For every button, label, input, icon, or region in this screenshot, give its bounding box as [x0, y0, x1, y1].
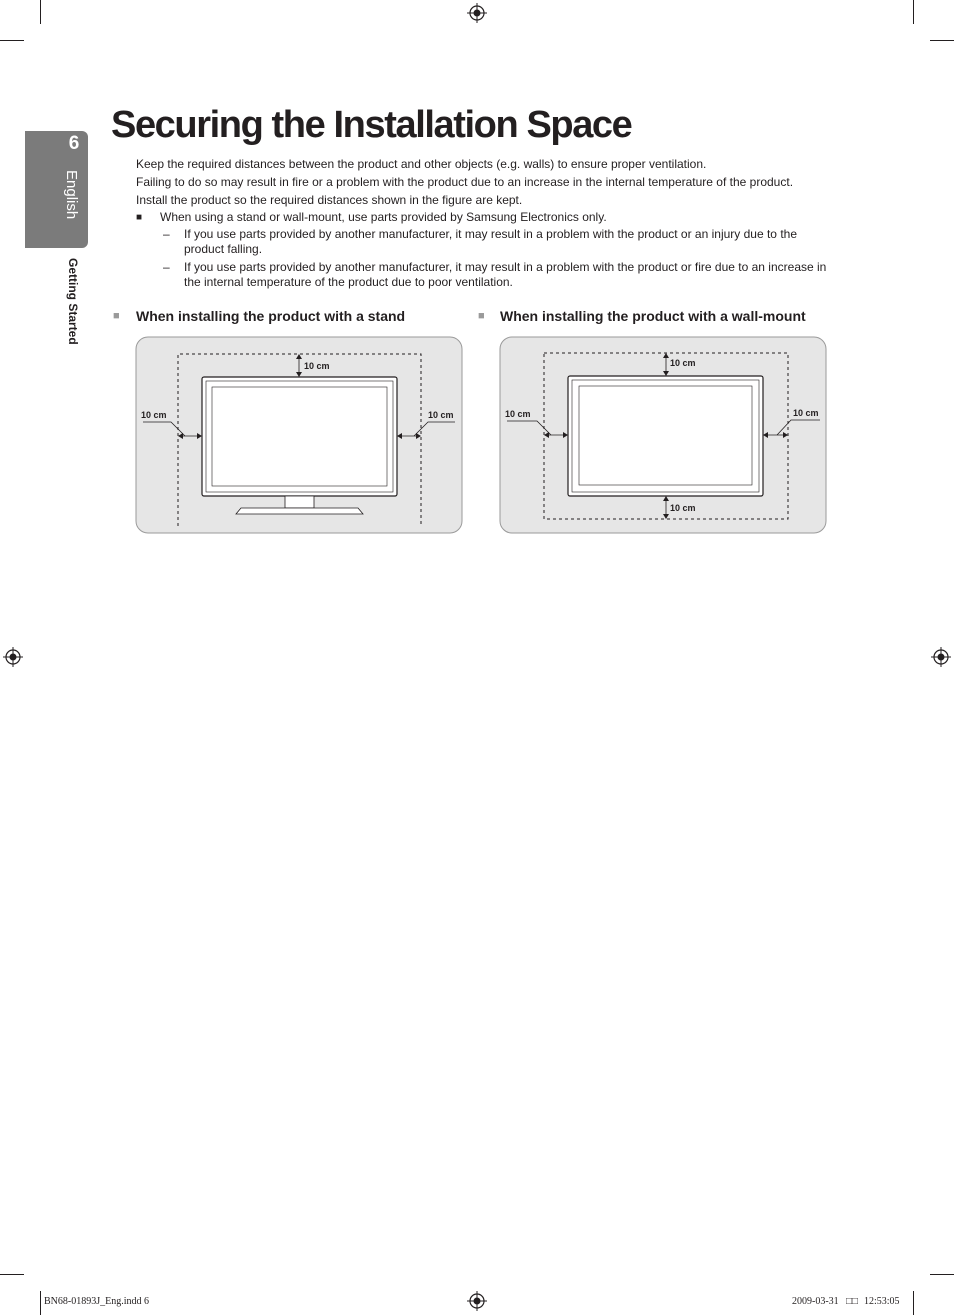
- registration-mark-icon: [467, 3, 487, 23]
- footer-mark: □□: [846, 1296, 859, 1307]
- wall-right-label: 10 cm: [793, 408, 819, 418]
- intro-paragraph: Keep the required distances between the product and other objects (e.g. walls) to ensure proper ventilation.: [136, 157, 707, 171]
- page-number: 6: [68, 133, 80, 154]
- dash-symbol: –: [163, 260, 170, 274]
- heading-bullet: ■: [478, 310, 485, 322]
- crop-mark: [913, 0, 914, 24]
- intro-paragraph: Failing to do so may result in fire or a problem with the product due to an increase in the internal temperature of the product.: [136, 175, 794, 189]
- crop-mark: [0, 40, 24, 41]
- stand-top-label: 10 cm: [304, 361, 330, 371]
- crop-mark: [930, 1274, 954, 1275]
- footer-time: 12:53:05: [864, 1296, 900, 1307]
- stand-figure: [135, 336, 464, 535]
- crop-mark: [930, 40, 954, 41]
- crop-mark: [0, 1274, 24, 1275]
- registration-mark-icon: [931, 647, 951, 667]
- language-label: English: [63, 170, 80, 220]
- intro-paragraph: Install the product so the required distances shown in the figure are kept.: [136, 193, 523, 207]
- dash-symbol: –: [163, 227, 170, 241]
- wall-bottom-label: 10 cm: [670, 503, 696, 513]
- stand-heading: When installing the product with a stand: [136, 308, 406, 324]
- crop-mark: [913, 1291, 914, 1315]
- page-title: Securing the Installation Space: [111, 104, 632, 146]
- wall-figure: [499, 336, 828, 535]
- subitem-text: If you use parts provided by another manufacturer, it may result in a problem with the product or an injury due to the product falling.: [184, 227, 797, 256]
- footer-file: BN68-01893J_Eng.indd 6: [44, 1296, 149, 1307]
- bullet-text: When using a stand or wall-mount, use parts provided by Samsung Electronics only.: [160, 210, 607, 224]
- bullet-symbol: ■: [136, 212, 143, 223]
- registration-mark-icon: [3, 647, 23, 667]
- stand-left-label: 10 cm: [141, 410, 167, 420]
- wall-top-label: 10 cm: [670, 358, 696, 368]
- section-label: Getting Started: [66, 258, 80, 345]
- registration-mark-icon: [467, 1291, 487, 1311]
- wall-left-label: 10 cm: [505, 409, 531, 419]
- subitem-text: If you use parts provided by another manufacturer, it may result in a problem with the product or fire due to an increase in the internal temperature of the product due to poor ventilation.: [184, 260, 827, 289]
- wall-heading: When installing the product with a wall-mount: [500, 308, 806, 324]
- heading-bullet: ■: [113, 310, 120, 322]
- crop-mark: [40, 1291, 41, 1315]
- stand-right-label: 10 cm: [428, 410, 454, 420]
- crop-mark: [40, 0, 41, 24]
- footer-date: 2009-03-31: [792, 1296, 839, 1307]
